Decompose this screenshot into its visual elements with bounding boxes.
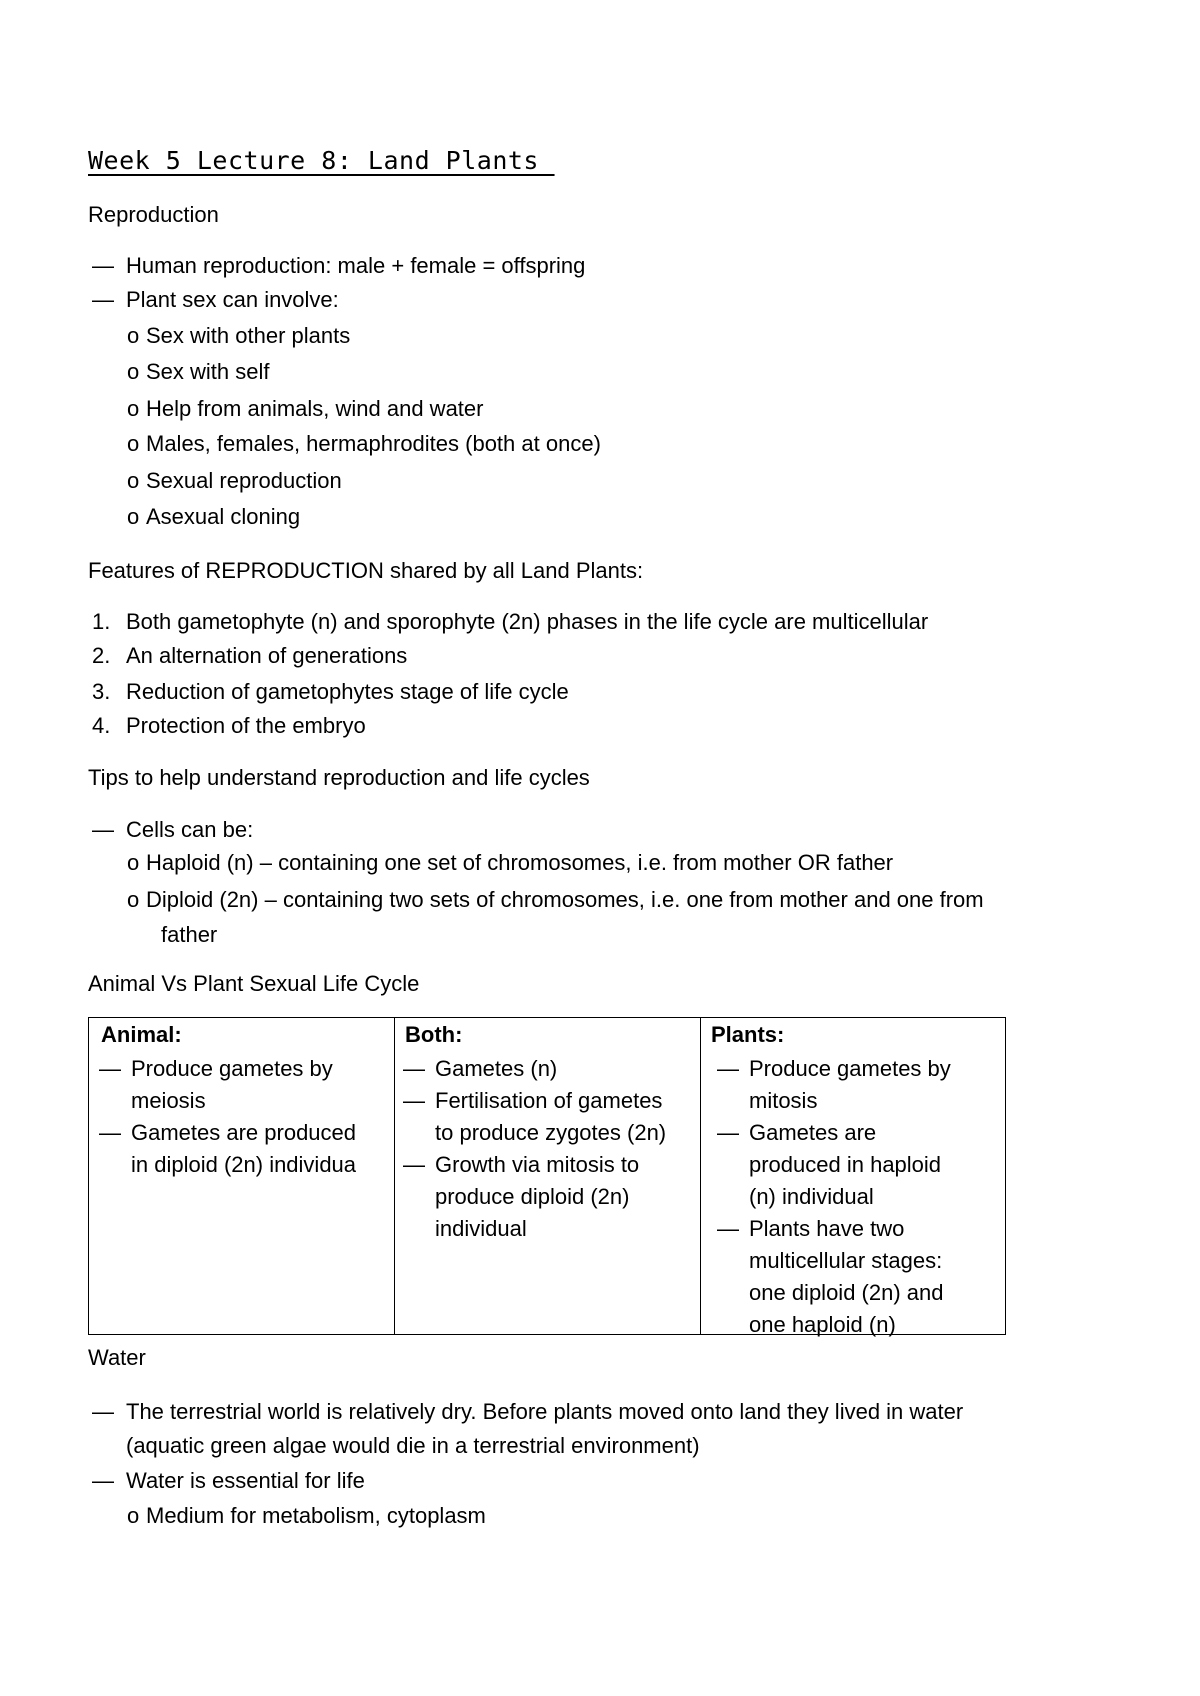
dash-bullet: — <box>92 1468 114 1493</box>
sub-list-item-continuation: father <box>161 922 218 947</box>
cell-line: Gametes (n) <box>435 1056 558 1081</box>
list-item: Human reproduction: male + female = offspring <box>126 253 586 278</box>
numbered-item: Reduction of gametophytes stage of life cycle <box>126 679 569 704</box>
cell-line: Growth via mitosis to <box>435 1152 640 1177</box>
section-heading-water: Water <box>88 1345 146 1370</box>
dash-bullet: — <box>403 1056 425 1081</box>
table-cell-plants <box>701 1018 1006 1335</box>
cell-line: in diploid (2n) individua <box>131 1152 357 1177</box>
table-cell-animal <box>89 1018 395 1335</box>
cell-line: to produce zygotes (2n) <box>435 1120 667 1145</box>
circle-bullet: o <box>127 468 140 493</box>
list-number: 3. <box>92 679 111 704</box>
dash-bullet: — <box>403 1152 425 1177</box>
section-heading-cycle: Animal Vs Plant Sexual Life Cycle <box>88 971 420 996</box>
list-number: 2. <box>92 643 111 668</box>
circle-bullet: o <box>127 1503 140 1528</box>
list-item: The terrestrial world is relatively dry. Before plants moved onto land they lived in water <box>126 1399 964 1424</box>
circle-bullet: o <box>127 431 140 456</box>
numbered-item: Protection of the embryo <box>126 713 366 738</box>
dash-bullet: — <box>99 1056 121 1081</box>
sub-list-item: Sexual reproduction <box>146 468 342 493</box>
circle-bullet: o <box>127 504 140 529</box>
list-item: Cells can be: <box>126 817 254 842</box>
dash-bullet: — <box>717 1056 739 1081</box>
table-cell-both <box>395 1018 701 1335</box>
cell-line: Produce gametes by <box>131 1056 333 1081</box>
dash-bullet: — <box>92 817 114 842</box>
section-heading-features: Features of REPRODUCTION shared by all Land Plants: <box>88 558 644 583</box>
sub-list-item: Diploid (2n) – containing two sets of chromosomes, i.e. one from mother and one from <box>146 887 984 912</box>
cell-heading: Animal: <box>101 1022 182 1047</box>
sub-list-item: Haploid (n) – containing one set of chromosomes, i.e. from mother OR father <box>146 850 894 875</box>
list-number: 4. <box>92 713 111 738</box>
cell-line: produce diploid (2n) <box>435 1184 630 1209</box>
dash-bullet: — <box>403 1088 425 1113</box>
circle-bullet: o <box>127 850 140 875</box>
sub-list-item: Medium for metabolism, cytoplasm <box>146 1503 486 1528</box>
list-item: Water is essential for life <box>126 1468 365 1493</box>
dash-bullet: — <box>92 253 114 278</box>
page-title: Week 5 Lecture 8: Land Plants <box>88 146 555 175</box>
sub-list-item: Sex with self <box>146 359 270 384</box>
section-heading-tips: Tips to help understand reproduction and life cycles <box>88 765 590 790</box>
list-number: 1. <box>92 609 111 634</box>
dash-bullet: — <box>92 1399 114 1424</box>
sub-list-item: Asexual cloning <box>146 504 301 529</box>
dash-bullet: — <box>99 1120 121 1145</box>
cell-line: individual <box>435 1216 527 1241</box>
circle-bullet: o <box>127 396 140 421</box>
cell-heading: Both: <box>405 1022 463 1047</box>
cell-line: Gametes are produced <box>131 1120 357 1145</box>
circle-bullet: o <box>127 359 140 384</box>
section-heading-reproduction: Reproduction <box>88 202 219 227</box>
cell-line: (n) individual <box>749 1184 874 1209</box>
sub-list-item: Males, females, hermaphrodites (both at once) <box>146 431 601 456</box>
cell-line: Produce gametes by <box>749 1056 951 1081</box>
cell-line: one diploid (2n) and <box>749 1280 944 1305</box>
life-cycle-table <box>88 1017 1006 1335</box>
cell-line: Plants have two <box>749 1216 905 1241</box>
cell-line: meiosis <box>131 1088 206 1113</box>
cell-line: Fertilisation of gametes <box>435 1088 663 1113</box>
dash-bullet: — <box>92 287 114 312</box>
cell-line: Gametes are <box>749 1120 877 1145</box>
sub-list-item: Help from animals, wind and water <box>146 396 484 421</box>
cell-line: mitosis <box>749 1088 818 1113</box>
dash-bullet: — <box>717 1216 739 1241</box>
cell-line: multicellular stages: <box>749 1248 943 1273</box>
numbered-item: An alternation of generations <box>126 643 408 668</box>
circle-bullet: o <box>127 323 140 348</box>
list-item: Plant sex can involve: <box>126 287 339 312</box>
circle-bullet: o <box>127 887 140 912</box>
list-item-continuation: (aquatic green algae would die in a terrestrial environment) <box>126 1433 700 1458</box>
cell-line: produced in haploid <box>749 1152 942 1177</box>
cell-heading: Plants: <box>711 1022 785 1047</box>
cell-line: one haploid (n) <box>749 1312 896 1337</box>
numbered-item: Both gametophyte (n) and sporophyte (2n) phases in the life cycle are multicellular <box>126 609 929 634</box>
sub-list-item: Sex with other plants <box>146 323 351 348</box>
dash-bullet: — <box>717 1120 739 1145</box>
